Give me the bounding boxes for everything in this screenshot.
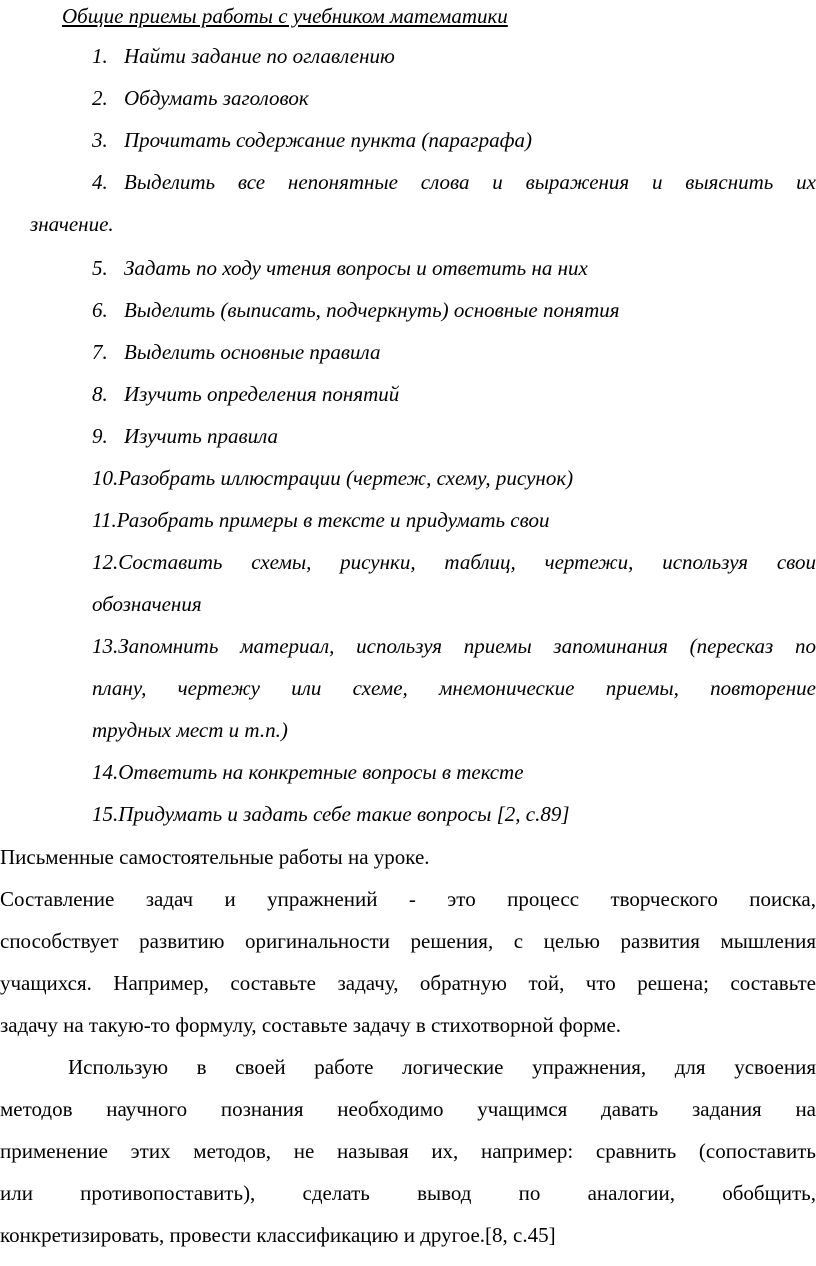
list-item-number: 6. <box>92 298 108 322</box>
list-item-number: 1. <box>92 44 108 68</box>
paragraph-2-line-3: применение этих методов, не называя их, например: сравнить (сопоставить <box>0 1139 816 1163</box>
document-title: Общие приемы работы с учебником математики <box>62 4 508 28</box>
list-item-number: 7. <box>92 340 108 364</box>
list-item-number: 9. <box>92 424 108 448</box>
list-item-number: 11. <box>92 508 117 532</box>
list-item-number: 8. <box>92 382 108 406</box>
list-item-text: Выделить основные правила <box>124 340 381 364</box>
list-item-continuation: трудных мест и т.п.) <box>92 718 288 742</box>
list-item-text: Разобрать примеры в тексте и придумать свои <box>116 508 550 532</box>
list-item <box>92 119 816 161</box>
list-item <box>92 751 816 793</box>
list-item-text: Разобрать иллюстрации (чертеж, схему, рисунок) <box>118 466 574 490</box>
list-item <box>92 373 816 415</box>
paragraph-2-line-1: Использую в своей работе логические упражнения, для усвоения <box>68 1055 816 1079</box>
list-item <box>92 247 816 289</box>
list-item <box>92 541 816 583</box>
list-item-text: Задать по ходу чтения вопросы и ответить на них <box>124 256 588 280</box>
list-item-text: Составить схемы, рисунки, таблиц, чертежи, используя свои <box>118 550 816 574</box>
list-item-text: Выделить все непонятные слова и выражения и выяснить их <box>124 170 816 194</box>
list-item-number: 12. <box>92 550 119 574</box>
paragraph-1-line-4: задачу на такую-то формулу, составьте задачу в стихотворной форме. <box>0 1013 622 1037</box>
list-item-continuation: обозначения <box>92 592 202 616</box>
list-item <box>92 415 816 457</box>
list-item <box>92 793 816 835</box>
list-item-number: 4. <box>92 170 108 194</box>
paragraph-1-line-1: Составление задач и упражнений - это процесс творческого поиска, <box>0 887 816 911</box>
list-item <box>92 289 816 331</box>
list-item <box>92 35 816 77</box>
list-item <box>92 499 816 541</box>
list-item-text: Запомнить материал, используя приемы запоминания (пересказ по <box>118 634 816 658</box>
list-item-number: 13. <box>92 634 119 658</box>
list-item-number: 3. <box>92 128 108 152</box>
list-item-number: 10. <box>92 466 119 490</box>
list-item <box>92 77 816 119</box>
list-item-text: Найти задание по оглавлению <box>124 44 395 68</box>
paragraph-2-line-5: конкретизировать, провести классификацию и другое.[8, с.45] <box>0 1223 556 1247</box>
list-item <box>92 161 816 203</box>
list-item-number: 2. <box>92 86 108 110</box>
list-item <box>92 331 816 373</box>
list-item <box>92 457 816 499</box>
paragraph-2-line-4: или противопоставить), сделать вывод по аналогии, обобщить, <box>0 1181 816 1205</box>
list-item-text: Обдумать заголовок <box>124 86 309 110</box>
list-item <box>92 625 816 667</box>
list-item-text: Ответить на конкретные вопросы в тексте <box>118 760 524 784</box>
list-item-continuation: значение. <box>30 212 114 236</box>
paragraph-1-line-3: учащихся. Например, составьте задачу, обратную той, что решена; составьте <box>0 971 816 995</box>
list-item-number: 5. <box>92 256 108 280</box>
paragraph-1-line-2: способствует развитию оригинальности решения, с целью развития мышления <box>0 929 816 953</box>
section-heading: Письменные самостоятельные работы на уроке. <box>0 845 430 869</box>
list-item-number: 14. <box>92 760 119 784</box>
list-item-text: Прочитать содержание пункта (параграфа) <box>124 128 533 152</box>
list-item-text: Придумать и задать себе такие вопросы [2, с.89] <box>118 802 570 826</box>
list-item-text: Изучить определения понятий <box>124 382 400 406</box>
list-item-continuation: плану, чертежу или схеме, мнемонические приемы, повторение <box>92 676 816 700</box>
list-item-text: Выделить (выписать, подчеркнуть) основные понятия <box>124 298 620 322</box>
list-item-number: 15. <box>92 802 119 826</box>
list-item-text: Изучить правила <box>124 424 279 448</box>
paragraph-2-line-2: методов научного познания необходимо учащимся давать задания на <box>0 1097 816 1121</box>
